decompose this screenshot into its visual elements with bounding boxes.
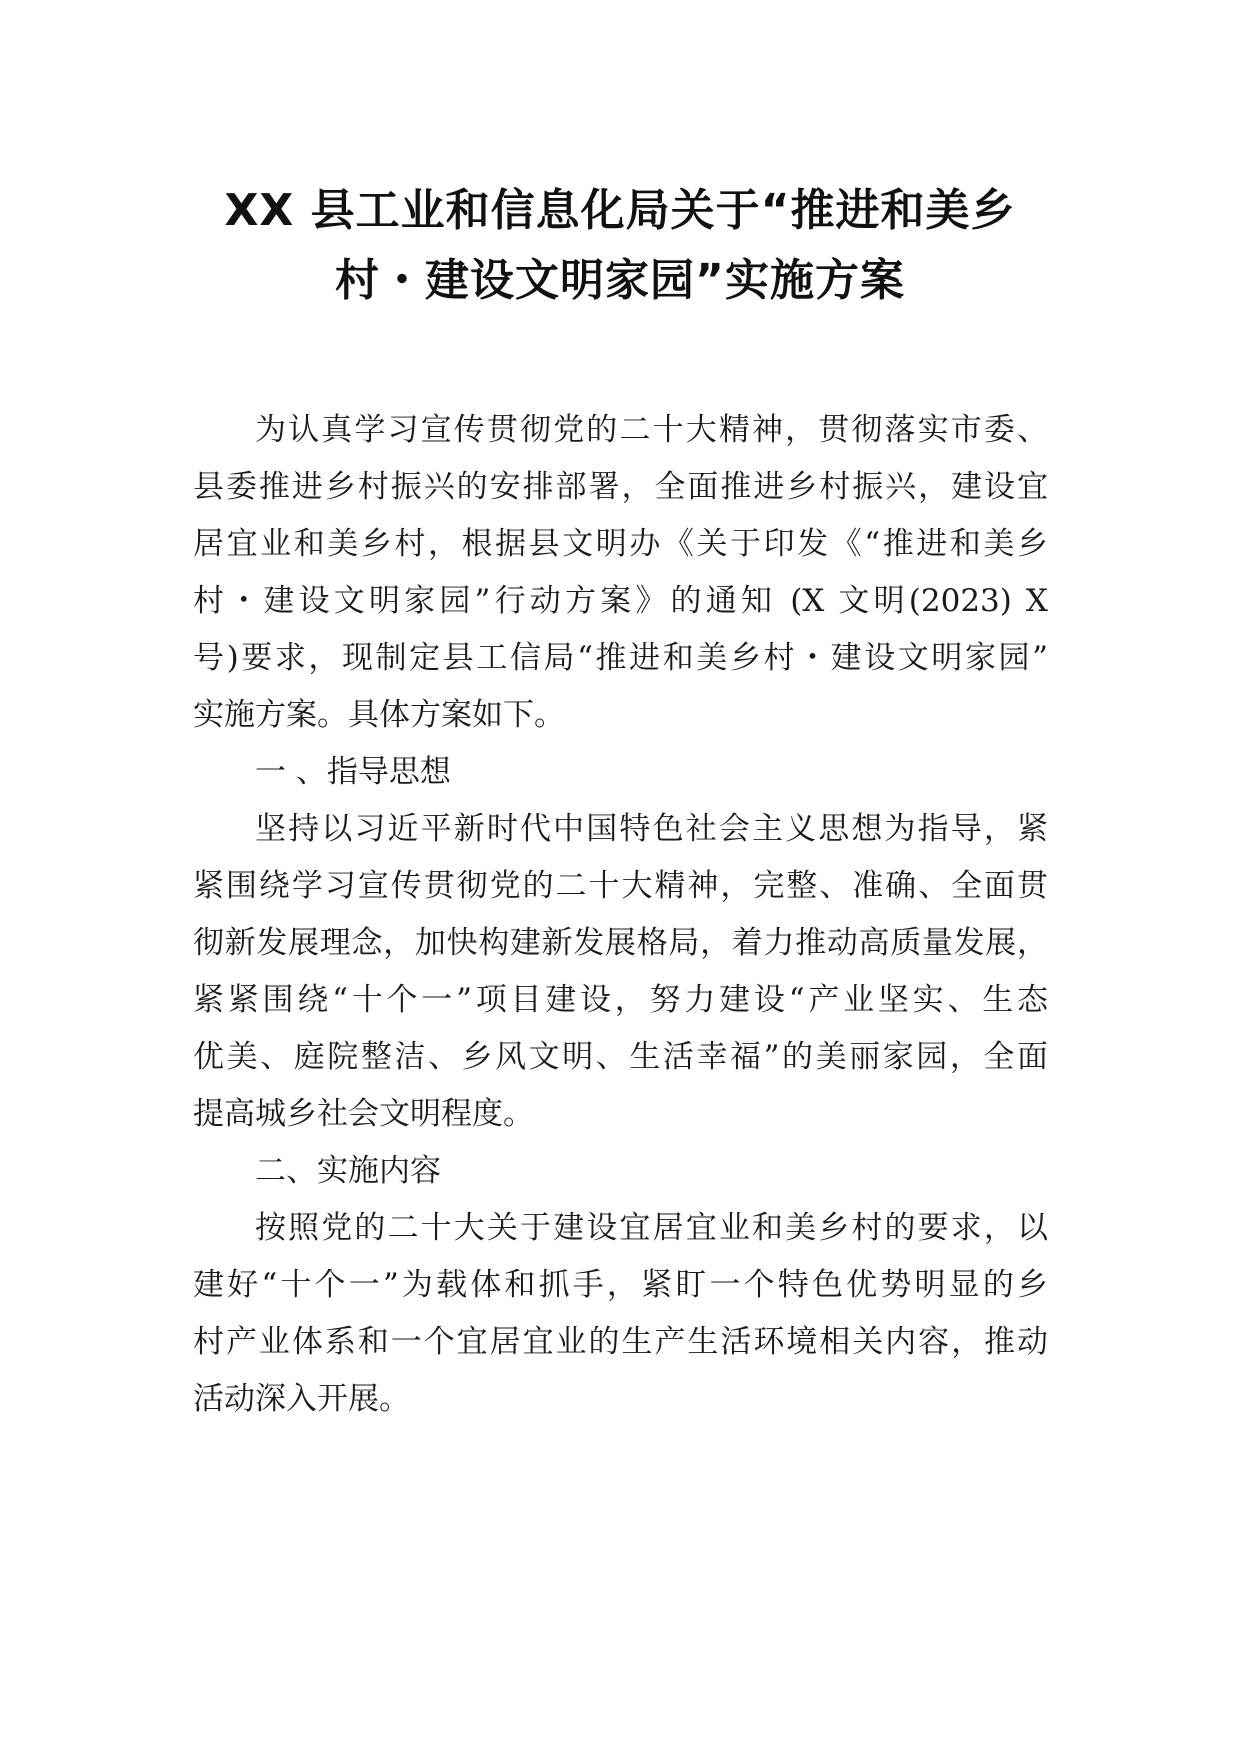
intro-line: 为认真学习宣传贯彻党的二十大精神，贯彻落实市委、 [255,412,1048,448]
intro-line: 号)要求，现制定县工信局“推进和美乡村・建设文明家园” [193,640,1048,676]
section-1-paragraph [193,801,1048,1143]
section-1-heading: 一 、指导思想 [255,754,451,790]
section-2-line: 按照党的二十大关于建设宜居宜业和美乡村的要求，以 [255,1210,1048,1246]
title-line-1: XX 县工业和信息化局关于“推进和美乡 [224,185,1016,236]
document-body [193,402,1048,1428]
intro-line: 居宜业和美乡村，根据县文明办《关于印发《“推进和美乡 [193,526,1048,562]
section-1-line: 紧紧围绕“十个一”项目建设，努力建设“产业坚实、生态 [193,982,1048,1018]
intro-line: 县委推进乡村振兴的安排部署，全面推进乡村振兴，建设宜 [193,469,1048,505]
section-1-line: 优美、庭院整洁、乡风文明、生活幸福”的美丽家园，全面 [193,1039,1048,1075]
intro-line: 实施方案。具体方案如下。 [193,697,565,733]
title-line-2: 村・建设文明家园”实施方案 [335,255,905,306]
intro-paragraph [193,402,1048,744]
section-1-line: 坚持以习近平新时代中国特色社会主义思想为指导，紧 [255,811,1048,847]
section-2-line: 活动深入开展。 [193,1381,410,1417]
section-1-line: 彻新发展理念，加快构建新发展格局，着力推动高质量发展， [193,925,1048,961]
intro-line: 村・建设文明家园”行动方案》的通知 (X 文明(2023) X [193,583,1048,619]
section-1-line: 提高城乡社会文明程度。 [193,1096,534,1132]
section-2-line: 村产业体系和一个宜居宜业的生产生活环境相关内容，推动 [193,1324,1048,1360]
document-title [150,176,1090,316]
section-2-heading: 二、实施内容 [255,1153,441,1189]
section-2-paragraph [193,1200,1048,1428]
section-1-line: 紧围绕学习宣传贯彻党的二十大精神，完整、准确、全面贯 [193,868,1048,904]
section-2-line: 建好“十个一”为载体和抓手，紧盯一个特色优势明显的乡 [193,1267,1048,1303]
